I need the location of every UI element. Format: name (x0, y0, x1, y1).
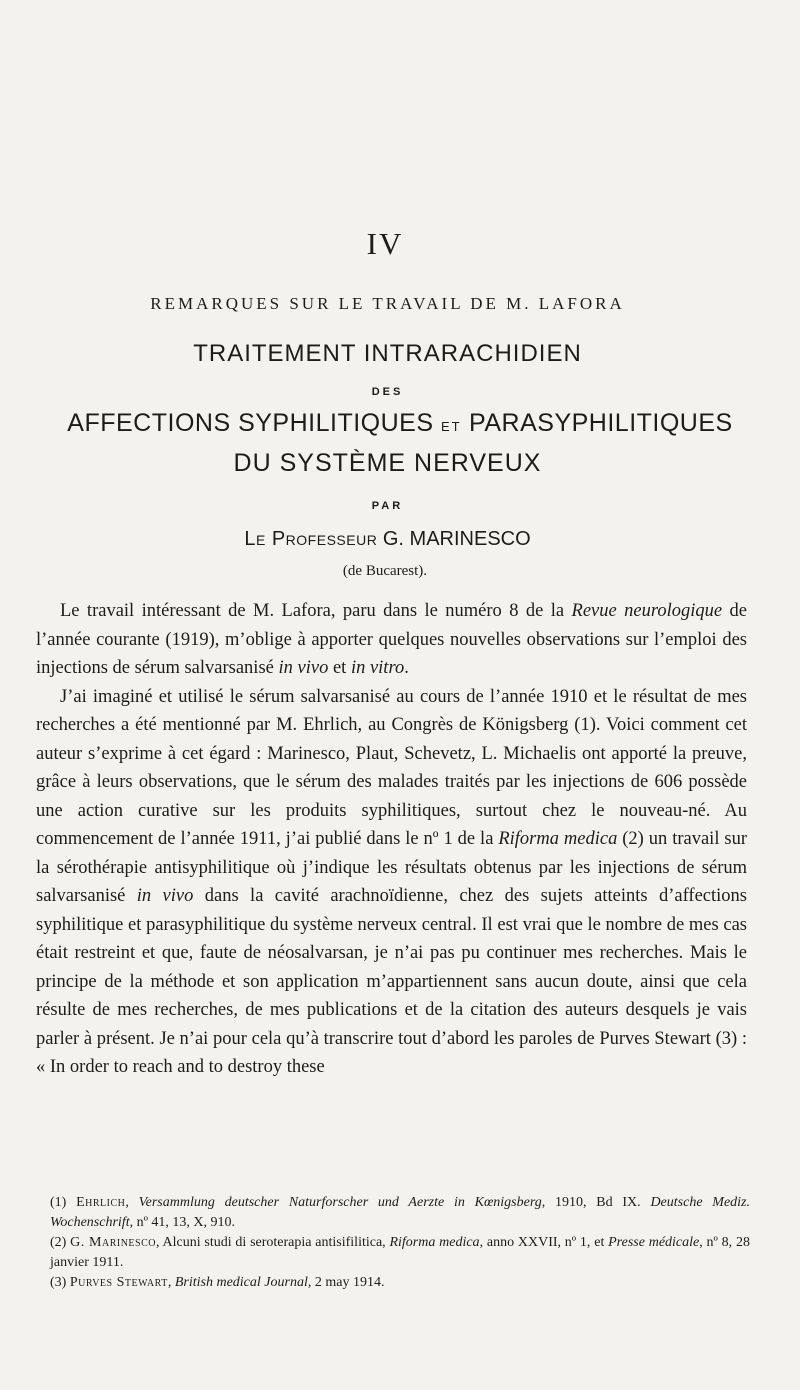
paragraph-2-journal: Riforma medica (498, 829, 618, 849)
paragraph-1-journal: Revue neurologique (571, 601, 723, 621)
paragraph-1-text-a: Le travail intéressant de M. Lafora, paru dans le numéro 8 de la (60, 601, 572, 621)
paragraph-1-in-vivo: in vivo (278, 658, 329, 678)
footnote-3 (50, 1273, 750, 1293)
footnote-3-number: (3) (50, 1275, 67, 1290)
footnote-1-author: Ehrlich (76, 1195, 126, 1210)
footnote-2-text-b: , anno XXVII, nº 1, et (479, 1235, 609, 1250)
footnote-3-separator: , (167, 1275, 175, 1290)
paragraph-1-text-d: . (404, 658, 409, 678)
paragraph-1-text-c: et (328, 658, 351, 678)
title-line-2 (0, 409, 800, 438)
footnote-2-author: G. Marinesco (70, 1235, 156, 1250)
footnote-1-number: (1) (50, 1195, 67, 1210)
by-label: PAR (371, 500, 404, 512)
paragraph-2-text-b: (2) un travail sur la sérothérapie antisyphilitique où j’indique les résultats obtenus par les injections de sérum salvarsanisé (36, 829, 748, 906)
title-line-2-et: ET (440, 419, 462, 434)
remarks-heading: REMARQUES SUR LE TRAVAIL DE M. LAFORA (150, 294, 625, 313)
footnote-2 (50, 1233, 750, 1273)
footnote-1-text-b: , nº 41, 13, X, 910. (129, 1215, 236, 1230)
title-connector-des: DES (371, 386, 404, 398)
title-line-2-part-b: PARASYPHILITIQUES (469, 409, 733, 437)
footnote-3-author: Purves Stewart (69, 1275, 168, 1290)
footnote-3-journal: British medical Journal (174, 1275, 308, 1290)
author-name: G. MARINESCO (382, 528, 531, 550)
paragraph-2-text-a: J’ai imaginé et utilisé le sérum salvarsanisé au cours de l’année 1910 et le résultat de mes recherches a été mentionné par M. Ehrlich, au Congrès de Königsberg (1). Voici comment cet auteur s’exprime à cet égard : Marinesco, Plaut, Schevetz, L. Michaelis ont apporté la preuve, grâce à leurs observations, que le sérum des malades traités par les injections de 606 possède une action curative sur les produits syphilitiques, surtout chez le nouveau-né. Au commencement de l’année 1911, j’ai publié dans le nº 1 de la (36, 686, 747, 849)
paragraph-2-in-vivo: in vivo (136, 886, 194, 906)
title-line-1: TRAITEMENT INTRARACHIDIEN (193, 340, 582, 367)
footnote-1-title: Versammlung deutscher Naturforscher und Aerzte in Kœnigsberg (138, 1195, 542, 1210)
footnotes (50, 1193, 750, 1293)
footnote-2-text-c: , nº 8, 28 janvier 1911. (50, 1235, 750, 1270)
footnote-1-text-a: , 1910, Bd IX. (541, 1195, 651, 1210)
paragraph-1-in-vitro: in vitro (350, 658, 405, 678)
footnote-2-number: (2) (50, 1235, 67, 1250)
footnote-2-journal: Riforma medica (389, 1235, 480, 1250)
footnote-2-journal-2: Presse médicale (608, 1235, 700, 1250)
footnote-1-journal: Deutsche Mediz. Wochenschrift (50, 1195, 751, 1230)
author-prefix: Le Professeur (244, 528, 378, 550)
footnote-3-text: , 2 may 1914. (307, 1275, 385, 1290)
body-text (36, 597, 747, 1082)
author-line (0, 528, 775, 551)
chapter-number: IV (366, 226, 404, 261)
title-line-3: DU SYSTÈME NERVEUX (233, 449, 542, 477)
paragraph-2-text-c: dans la cavité arachnoïdienne, chez des sujets atteints d’affections syphilitique et parasyphilitique du système nerveux central. Il est vrai que le nombre de mes cas était restreint et que, faute de néosalvarsan, je n’ai pas pu continuer mes recherches. Mais le principe de la méthode et son application m’appartiennent sans aucun doute, ainsi que cela résulte de mes recherches, de mes publications et de la citation des auteurs desquels je vais parler à présent. Je n’ai pour cela qu’à transcrire tout d’abord les paroles de Purves Stewart (3) : « In order to reach and to destroy these (36, 886, 747, 1077)
author-affiliation: (de Bucarest). (342, 563, 428, 579)
title-line-2-part-a: AFFECTIONS SYPHILITIQUES (67, 409, 434, 437)
footnote-2-text-a: , Alcuni studi di seroterapia antisifilitica, (155, 1235, 390, 1250)
footnote-1: (1) Ehrlich, Versammlung deutscher Naturforscher und Aerzte in Kœnigsberg, 1910, Bd IX. Deutsche Mediz. Wochenschrift, nº 41, 13, X, 910. (50, 1195, 751, 1230)
paragraph-1 (36, 597, 747, 683)
paragraph-1-text-b: de l’année courante (1919), m’oblige à apporter quelques nouvelles observations sur l’emploi des injections de sérum salvarsanisé (36, 601, 747, 678)
paragraph-2 (36, 683, 747, 1082)
